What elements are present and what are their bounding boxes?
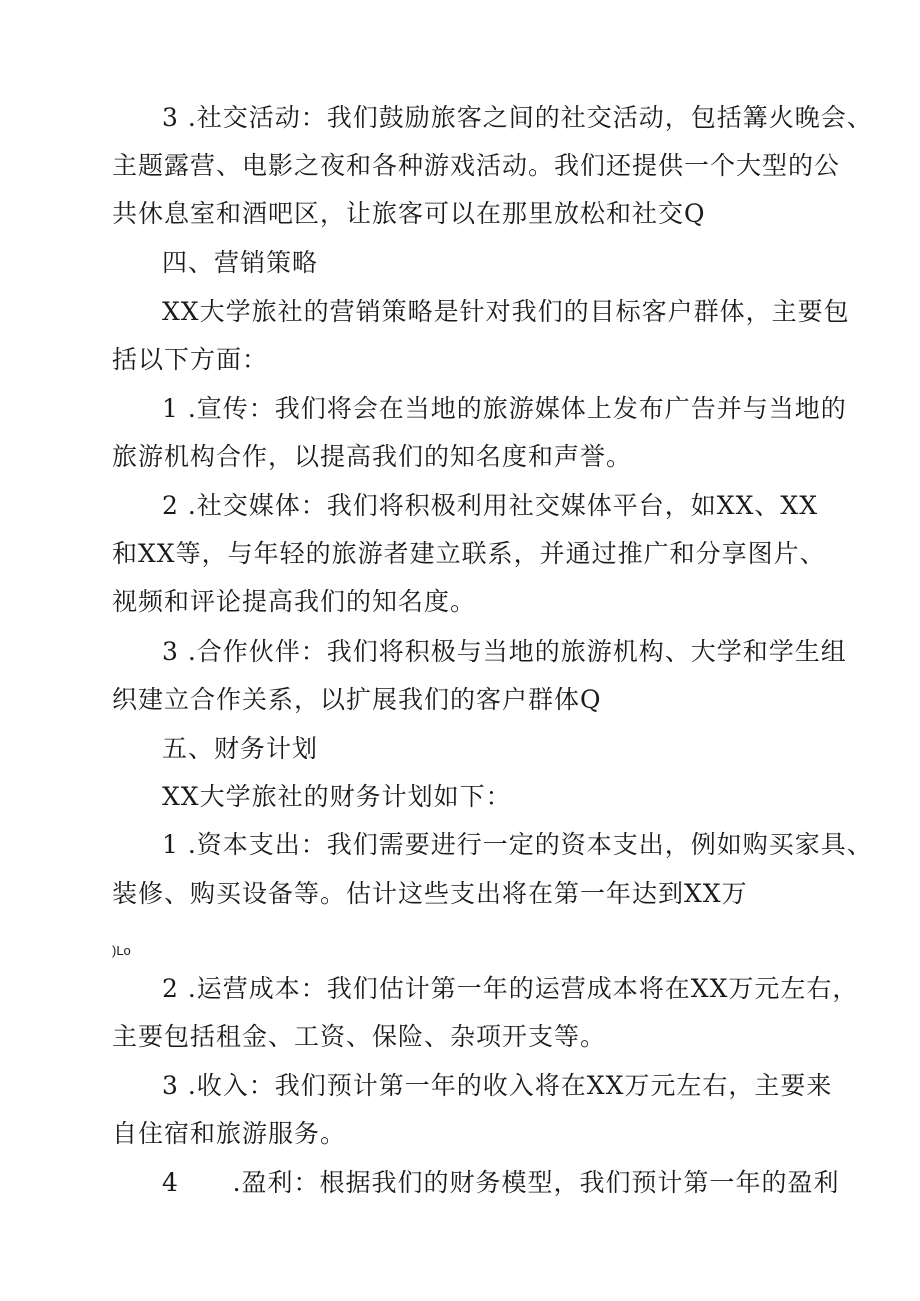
section-heading-marketing: 四、营销策略	[162, 248, 319, 277]
paragraph-social-activities-line-1: 3 .社交活动：我们鼓励旅客之间的社交活动，包括篝火晚会、	[162, 103, 873, 132]
paragraph-revenue-line-1: 3 .收入：我们预计第一年的收入将在XX万元左右，主要来	[162, 1071, 833, 1100]
paragraph-marketing-intro-line-2: 括以下方面：	[112, 345, 269, 374]
section-heading-finance: 五、财务计划	[162, 734, 319, 763]
paragraph-promotion-line-2: 旅游机构合作，以提高我们的知名度和声誉。	[112, 442, 633, 471]
paragraph-partners-line-2: 织建立合作关系，以扩展我们的客户群体Q	[112, 685, 602, 714]
paragraph-capital-expenditure-line-1: 1 .资本支出：我们需要进行一定的资本支出，例如购买家具、	[162, 830, 873, 859]
paragraph-social-media-line-3: 视频和评论提高我们的知名度。	[112, 587, 477, 616]
paragraph-capital-expenditure-fragment: )Lo	[112, 943, 131, 958]
paragraph-finance-intro: XX大学旅社的财务计划如下：	[162, 782, 512, 811]
paragraph-marketing-intro-line-1: XX大学旅社的营销策略是针对我们的目标客户群体，主要包	[162, 297, 850, 326]
paragraph-capital-expenditure-line-2: 装修、购买设备等。估计这些支出将在第一年达到XX万	[112, 879, 748, 908]
paragraph-partners-line-1: 3 .合作伙伴：我们将积极与当地的旅游机构、大学和学生组	[162, 637, 847, 666]
paragraph-social-media-line-2: 和XX等，与年轻的旅游者建立联系，并通过推广和分享图片、	[112, 539, 826, 568]
paragraph-social-activities-line-2: 主题露营、电影之夜和各种游戏活动。我们还提供一个大型的公	[112, 151, 841, 180]
paragraph-promotion-line-1: 1 .宣传：我们将会在当地的旅游媒体上发布广告并与当地的	[162, 394, 847, 423]
paragraph-revenue-line-2: 自住宿和旅游服务。	[112, 1119, 347, 1148]
paragraph-operating-cost-line-2: 主要包括租金、工资、保险、杂项开支等。	[112, 1022, 607, 1051]
paragraph-social-media-line-1: 2 .社交媒体：我们将积极利用社交媒体平台，如XX、XX	[162, 491, 818, 520]
paragraph-social-activities-line-3: 共休息室和酒吧区，让旅客可以在那里放松和社交Q	[112, 199, 706, 228]
paragraph-operating-cost-line-1: 2 .运营成本：我们估计第一年的运营成本将在XX万元左右，	[162, 974, 859, 1003]
paragraph-profit-line-1: 4 .盈利：根据我们的财务模型，我们预计第一年的盈利	[162, 1168, 840, 1197]
